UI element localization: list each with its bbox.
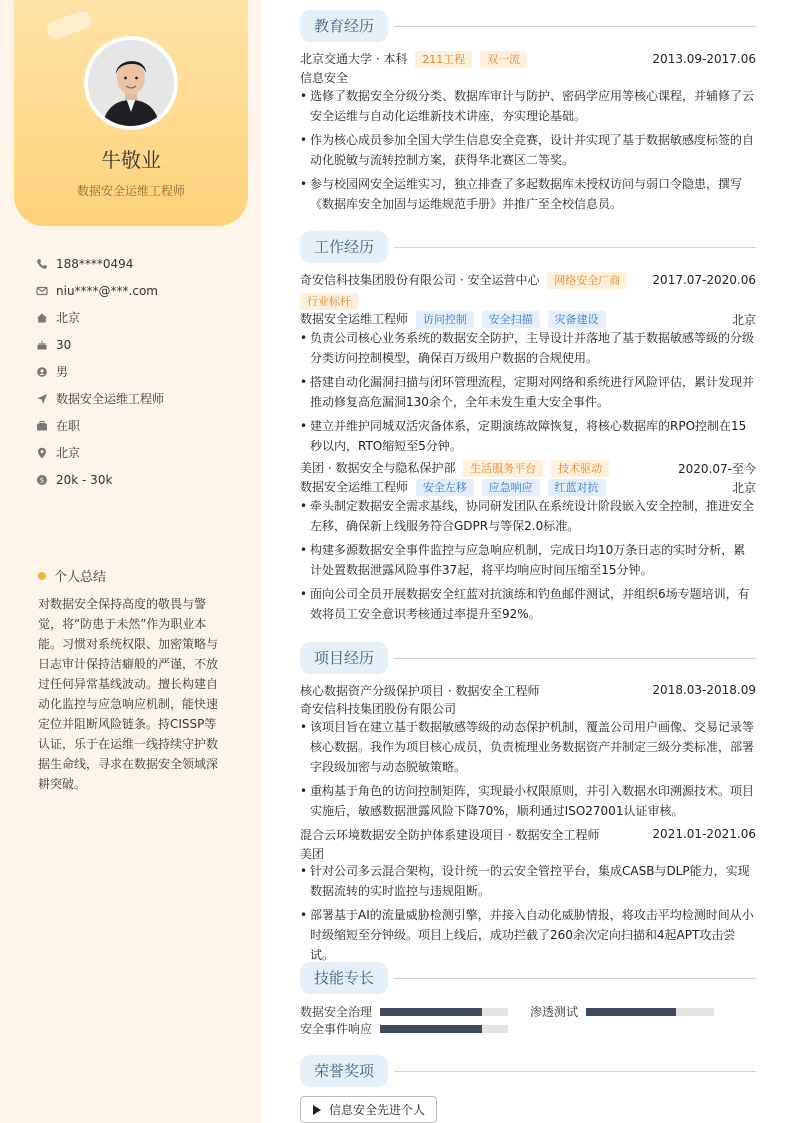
work-bullets <box>300 496 756 628</box>
skill-name: 渗透测试 <box>530 1005 579 1019</box>
play-icon <box>313 1105 321 1115</box>
project-org: 美团 <box>300 847 325 861</box>
skill-bar <box>586 1008 714 1016</box>
tag: 生活服务平台 <box>463 460 543 477</box>
skill-item <box>300 1003 508 1020</box>
section-title: 项目经历 <box>300 642 388 674</box>
section-title: 技能专长 <box>300 962 388 994</box>
project-org: 奇安信科技集团股份有限公司 <box>300 702 457 716</box>
sidebar <box>0 0 262 1123</box>
section-awards <box>300 1055 756 1087</box>
list-item: • 选修了数据安全分级分类、数据库审计与防护、密码学应用等核心课程，并辅修了云安全运维与自动化运维新技术讲座，夯实理论基础。 <box>300 86 756 126</box>
cake-icon <box>36 339 48 351</box>
award-item-button[interactable] <box>300 1096 437 1123</box>
tag: 灾备建设 <box>548 311 606 328</box>
role: 数据安全运维工程师 <box>300 480 409 494</box>
decorative-pill <box>44 9 93 42</box>
work-header <box>300 460 756 476</box>
major: 信息安全 <box>300 71 349 85</box>
svg-text:$: $ <box>39 476 45 485</box>
summary-text: 对数据安全保持高度的敬畏与警觉，将“防患于未然”作为职业本能。习惯对系统权限、加密策略与日志审计保持洁癖般的严谨，不放过任何异常基线波动。擅长构建自动化监控与应急响应机制，能快速定位并阻断风险链条。持CISSP等认证，乐于在运维一线持续守护数据生命线，寻求在数据安全领域深耕突破。 <box>38 597 219 791</box>
skill-bar-fill <box>380 1008 482 1016</box>
list-item: • 建立并维护同城双活灾备体系，定期演练故障恢复，将核心数据库的RPO控制在15秒以内，RTO缩短至5分钟。 <box>300 416 756 456</box>
contact-gender: 男 <box>36 358 164 385</box>
section-title: 荣誉奖项 <box>300 1055 388 1087</box>
location-icon <box>36 447 48 459</box>
briefcase-icon <box>36 420 48 432</box>
gender-icon <box>36 366 48 378</box>
project-bullets <box>300 717 756 825</box>
divider <box>394 658 756 659</box>
candidate-title: 数据安全运维工程师 <box>76 184 185 198</box>
list-item: • 部署基于AI的流量威胁检测引擎，并接入自动化威胁情报，将攻击平均检测时间从小时级缩短至分钟级。项目上线后，成功拦截了260余次定向扫描和4起APT攻击尝试。 <box>300 905 756 965</box>
section-education <box>300 10 756 42</box>
bullet-dot-icon <box>38 572 46 580</box>
phone-icon <box>36 258 48 270</box>
skills-row <box>300 1020 756 1038</box>
contact-age: 30 <box>36 331 164 358</box>
tag: 211工程 <box>415 51 472 68</box>
list-item: • 牵头制定数据安全需求基线，协同研发团队在系统设计阶段嵌入安全控制，推进安全左移，确保新上线服务符合GDPR与等保2.0标准。 <box>300 496 756 536</box>
list-item: • 参与校园网安全运维实习，独立排查了多起数据库未授权访问与弱口令隐患，撰写《数据库安全加固与运维规范手册》并推广至全校信息员。 <box>300 174 756 214</box>
tag: 安全扫描 <box>482 311 540 328</box>
project-header <box>300 682 756 698</box>
list-item: • 重构基于角色的访问控制矩阵，实现最小权限原则，并引入数据水印溯源技术。项目实施后，敏感数据泄露风险下降70%，顺利通过ISO27001认证审核。 <box>300 781 756 821</box>
divider <box>394 26 756 27</box>
contact-position: 数据安全运维工程师 <box>36 385 164 412</box>
section-projects <box>300 642 756 674</box>
list-item: • 面向公司全员开展数据安全红蓝对抗演练和钓鱼邮件测试，并组织6场专题培训，有效将员工安全意识考核通过率提升至92%。 <box>300 584 756 624</box>
period: 2017.07-2020.06 <box>652 273 756 287</box>
skill-bar <box>380 1025 508 1033</box>
divider <box>394 247 756 248</box>
tag: 技术驱动 <box>551 460 609 477</box>
contact-location: 北京 <box>36 439 164 466</box>
contact-home: 北京 <box>36 304 164 331</box>
send-icon <box>36 393 48 405</box>
city: 北京 <box>731 480 756 495</box>
section-work <box>300 231 756 263</box>
tag: 安全左移 <box>416 479 474 496</box>
project-bullets <box>300 861 756 969</box>
divider <box>394 1071 756 1072</box>
period: 2013.09-2017.06 <box>652 52 756 66</box>
list-item: • 针对公司多云混合架构，设计统一的云安全管控平台，集成CASB与DLP能力，实现数据流转的实时监控与违规阻断。 <box>300 861 756 901</box>
section-skills <box>300 962 756 994</box>
role: 数据安全运维工程师 <box>300 312 409 326</box>
school-name: 北京交通大学 · 本科 <box>300 52 408 66</box>
tag: 网络安全厂商 <box>547 272 627 289</box>
project-header <box>300 826 756 842</box>
candidate-name: 牛敬业 <box>101 148 161 172</box>
role-row <box>300 311 756 327</box>
home-icon <box>36 312 48 324</box>
work-header <box>300 272 756 288</box>
contact-list <box>36 250 164 493</box>
summary-heading: 个人总结 <box>38 566 106 585</box>
skills-row <box>300 1003 756 1021</box>
city: 北京 <box>731 312 756 327</box>
skill-name: 数据安全治理 <box>300 1005 373 1019</box>
list-item: • 搭建自动化漏洞扫描与闭环管理流程，定期对网络和系统进行风险评估，累计发现并推动修复高危漏洞130余个，全年未发生重大安全事件。 <box>300 372 756 412</box>
skill-item <box>530 1003 714 1020</box>
work-extra-tag-row <box>300 293 756 310</box>
tag: 行业标杆 <box>300 293 358 310</box>
list-item: • 作为核心成员参加全国大学生信息安全竞赛，设计并实现了基于数据敏感度标签的自动化脱敏与流转控制方案，获得华北赛区二等奖。 <box>300 130 756 170</box>
contact-email: niu****@***.com <box>36 277 164 304</box>
divider <box>394 978 756 979</box>
contact-status: 在职 <box>36 412 164 439</box>
project-name: 核心数据资产分级保护项目 · 数据安全工程师 <box>300 683 540 698</box>
education-header <box>300 51 756 67</box>
project-name: 混合云环境数据安全防护体系建设项目 · 数据安全工程师 <box>300 827 600 842</box>
salary-icon <box>36 474 48 486</box>
award-name: 信息安全先进个人 <box>329 1103 426 1117</box>
skill-item <box>300 1020 508 1037</box>
tag: 双一流 <box>480 51 527 68</box>
company-name: 奇安信科技集团股份有限公司 · 安全运营中心 <box>300 273 540 287</box>
skill-bar-fill <box>380 1025 482 1033</box>
list-item: • 负责公司核心业务系统的数据安全防护，主导设计并落地了基于数据敏感等级的分级分类访问控制模型，确保百万级用户数据的合规使用。 <box>300 328 756 368</box>
education-bullets <box>300 86 756 218</box>
contact-phone: 188****0494 <box>36 250 164 277</box>
list-item: • 该项目旨在建立基于数据敏感等级的动态保护机制，覆盖公司用户画像、交易记录等核心数据。我作为项目核心成员，负责梳理业务数据资产并制定三级分类标准，部署字段级加密与动态脱敏策略。 <box>300 717 756 777</box>
list-item: • 构建多源数据安全事件监控与应急响应机制，完成日均10万条日志的实时分析，累计处置数据泄露风险事件37起，将平均响应时间压缩至15分钟。 <box>300 540 756 580</box>
tag: 访问控制 <box>416 311 474 328</box>
section-title: 教育经历 <box>300 10 388 42</box>
contact-salary: $ 20k - 30k <box>36 466 164 493</box>
section-title: 工作经历 <box>300 231 388 263</box>
skill-bar <box>380 1008 508 1016</box>
role-row <box>300 479 756 495</box>
company-name: 美团 · 数据安全与隐私保护部 <box>300 461 456 475</box>
period: 2018.03-2018.09 <box>652 683 756 697</box>
mail-icon <box>36 285 48 297</box>
period: 2020.07-至今 <box>678 461 756 476</box>
work-bullets <box>300 328 756 460</box>
avatar <box>84 36 178 130</box>
period: 2021.01-2021.06 <box>652 827 756 841</box>
skill-name: 安全事件响应 <box>300 1022 373 1036</box>
avatar-photo <box>88 40 174 126</box>
skill-bar-fill <box>586 1008 676 1016</box>
tag: 应急响应 <box>482 479 540 496</box>
tag: 红蓝对抗 <box>548 479 606 496</box>
